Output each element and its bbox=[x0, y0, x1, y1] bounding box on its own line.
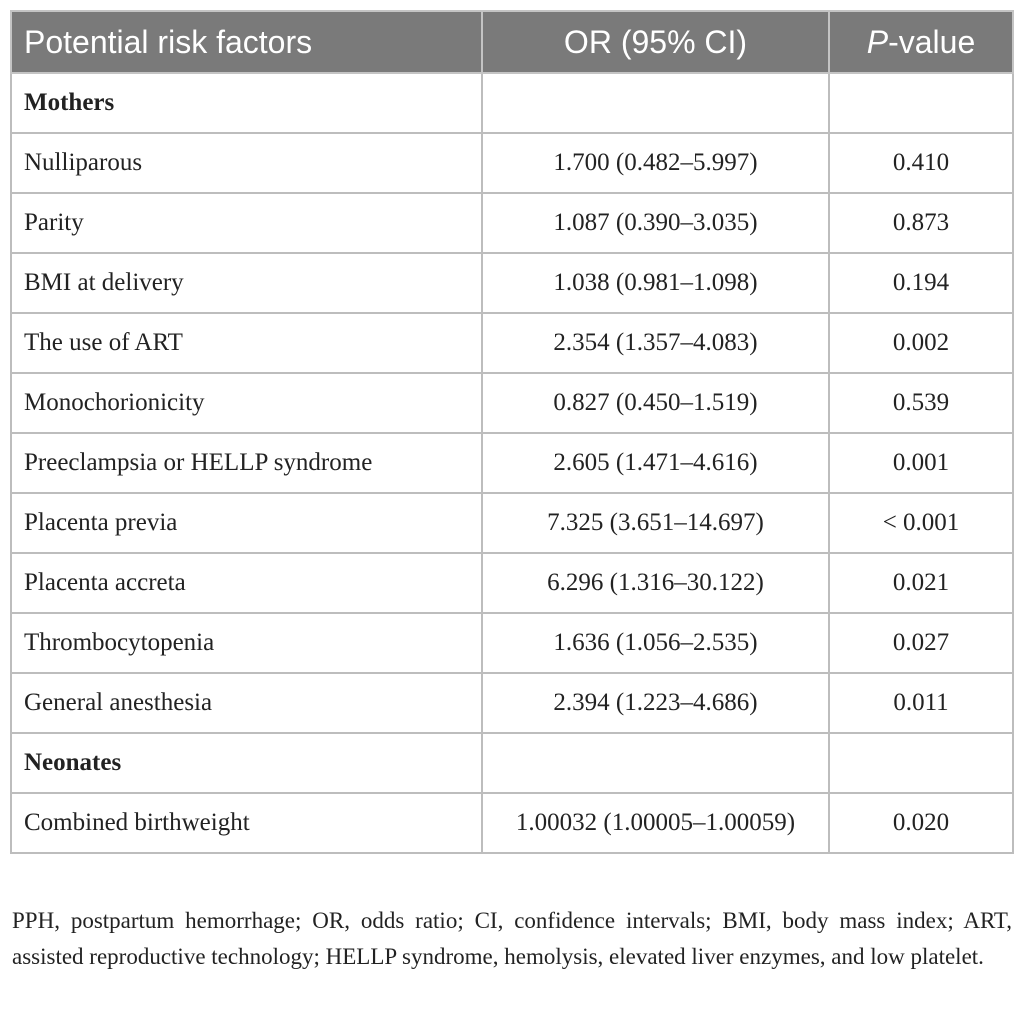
or-cell: 7.325 (3.651–14.697) bbox=[482, 493, 829, 553]
table-header-row bbox=[11, 11, 1013, 73]
p-cell: 0.021 bbox=[829, 553, 1013, 613]
section-title: Mothers bbox=[11, 73, 482, 133]
factor-cell: Placenta previa bbox=[11, 493, 482, 553]
or-cell: 0.827 (0.450–1.519) bbox=[482, 373, 829, 433]
p-cell: < 0.001 bbox=[829, 493, 1013, 553]
factor-cell: Nulliparous bbox=[11, 133, 482, 193]
header-p-letter: P bbox=[866, 23, 889, 60]
table-row bbox=[11, 553, 1013, 613]
section-empty-cell bbox=[829, 733, 1013, 793]
section-empty-cell bbox=[829, 73, 1013, 133]
or-cell: 1.700 (0.482–5.997) bbox=[482, 133, 829, 193]
p-cell: 0.410 bbox=[829, 133, 1013, 193]
or-cell: 1.00032 (1.00005–1.00059) bbox=[482, 793, 829, 853]
factor-cell: Preeclampsia or HELLP syndrome bbox=[11, 433, 482, 493]
or-cell: 2.354 (1.357–4.083) bbox=[482, 313, 829, 373]
factor-cell: General anesthesia bbox=[11, 673, 482, 733]
p-cell: 0.002 bbox=[829, 313, 1013, 373]
risk-factor-table bbox=[10, 10, 1014, 854]
or-cell: 6.296 (1.316–30.122) bbox=[482, 553, 829, 613]
p-cell: 0.873 bbox=[829, 193, 1013, 253]
or-cell: 1.636 (1.056–2.535) bbox=[482, 613, 829, 673]
p-cell: 0.027 bbox=[829, 613, 1013, 673]
header-p-suffix: -value bbox=[888, 23, 976, 60]
factor-cell: Placenta accreta bbox=[11, 553, 482, 613]
header-or-ci: OR (95% CI) bbox=[482, 11, 829, 73]
table-row bbox=[11, 793, 1013, 853]
p-cell: 0.194 bbox=[829, 253, 1013, 313]
table-row bbox=[11, 673, 1013, 733]
p-cell: 0.001 bbox=[829, 433, 1013, 493]
factor-cell: Combined birthweight bbox=[11, 793, 482, 853]
or-cell: 2.605 (1.471–4.616) bbox=[482, 433, 829, 493]
or-cell: 2.394 (1.223–4.686) bbox=[482, 673, 829, 733]
risk-factor-table-container bbox=[10, 10, 1012, 854]
factor-cell: Thrombocytopenia bbox=[11, 613, 482, 673]
header-p-value bbox=[829, 11, 1013, 73]
factor-cell: Parity bbox=[11, 193, 482, 253]
section-empty-cell bbox=[482, 73, 829, 133]
table-row bbox=[11, 253, 1013, 313]
table-row bbox=[11, 613, 1013, 673]
table-row bbox=[11, 313, 1013, 373]
table-row bbox=[11, 133, 1013, 193]
or-cell: 1.087 (0.390–3.035) bbox=[482, 193, 829, 253]
factor-cell: Monochorionicity bbox=[11, 373, 482, 433]
section-row-neonates bbox=[11, 733, 1013, 793]
table-row bbox=[11, 193, 1013, 253]
factor-cell: The use of ART bbox=[11, 313, 482, 373]
table-row bbox=[11, 373, 1013, 433]
table-footnote: PPH, postpartum hemorrhage; OR, odds ratio; CI, confidence intervals; BMI, body mass index; ART, assisted reproductive technology; HELLP syndrome, hemolysis, elevated liver enzymes, and low platelet. bbox=[12, 908, 1012, 969]
or-cell: 1.038 (0.981–1.098) bbox=[482, 253, 829, 313]
section-row-mothers bbox=[11, 73, 1013, 133]
section-title: Neonates bbox=[11, 733, 482, 793]
section-empty-cell bbox=[482, 733, 829, 793]
p-cell: 0.539 bbox=[829, 373, 1013, 433]
table-row bbox=[11, 493, 1013, 553]
p-cell: 0.020 bbox=[829, 793, 1013, 853]
factor-cell: BMI at delivery bbox=[11, 253, 482, 313]
header-risk-factors: Potential risk factors bbox=[11, 11, 482, 73]
table-row bbox=[11, 433, 1013, 493]
p-cell: 0.011 bbox=[829, 673, 1013, 733]
